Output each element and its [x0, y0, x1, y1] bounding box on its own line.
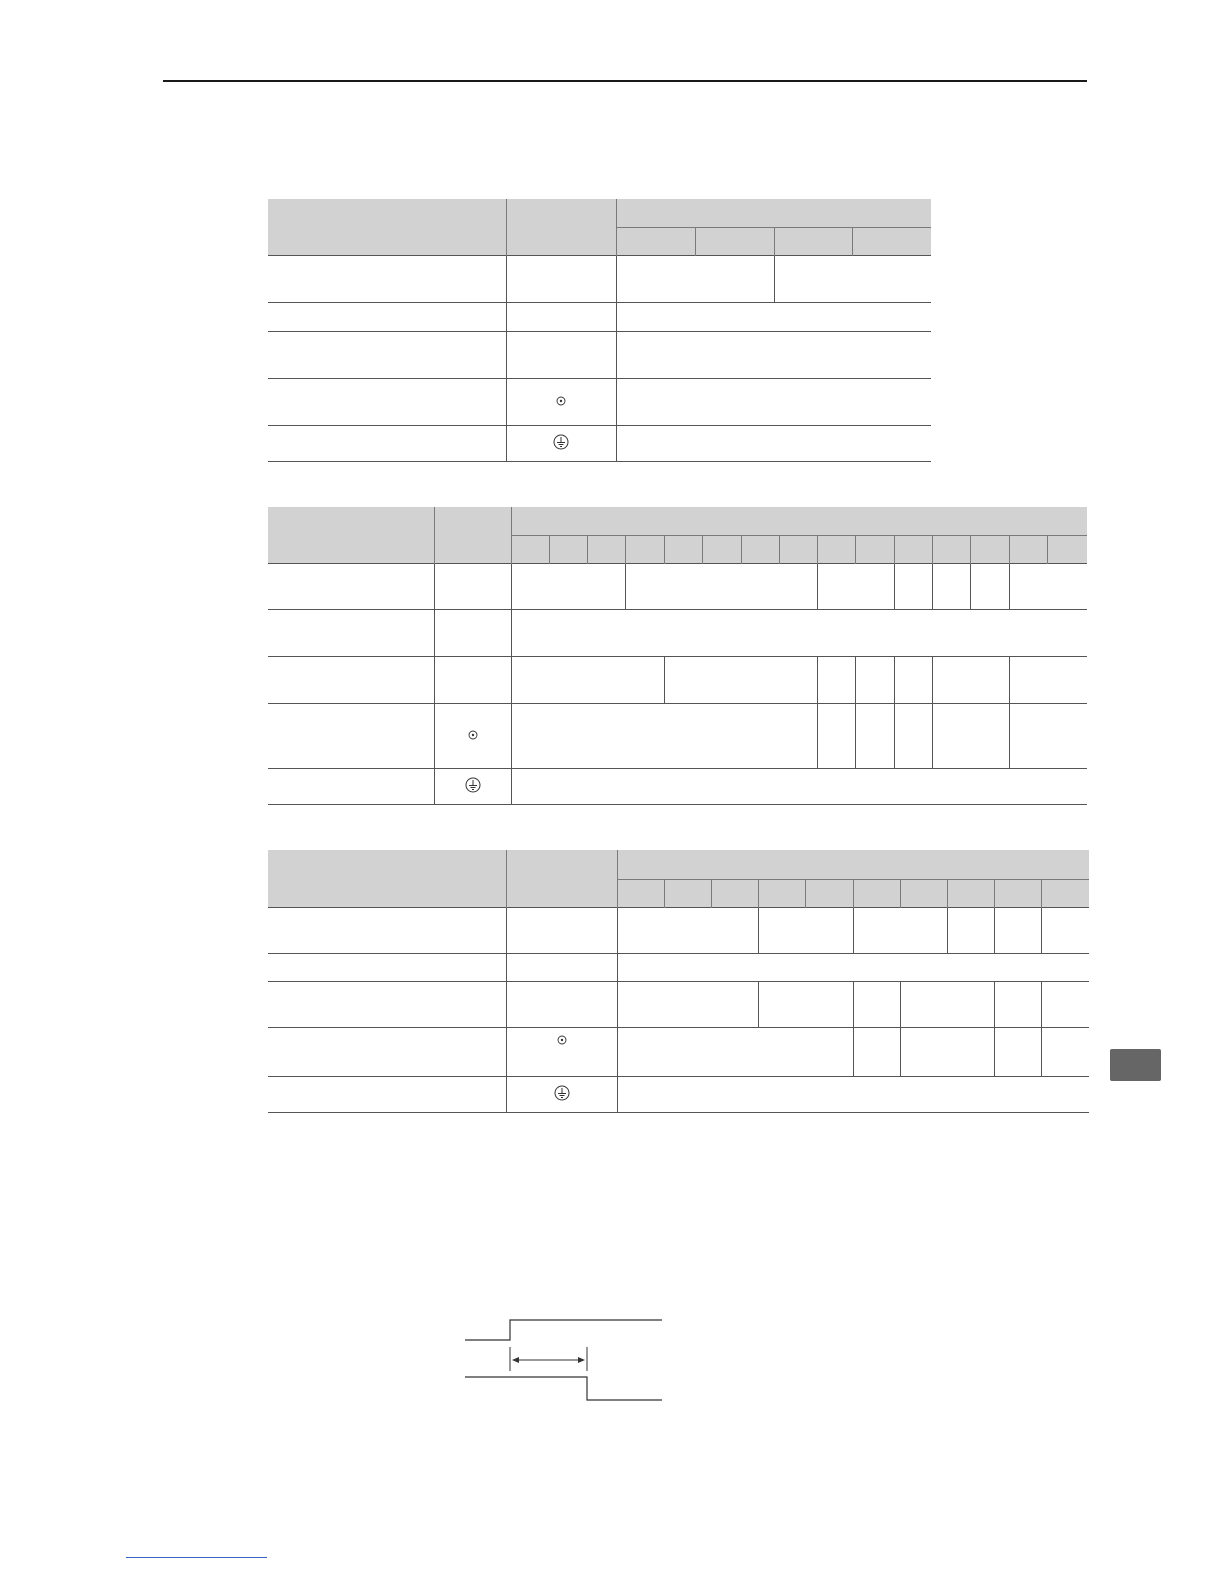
cell — [617, 907, 758, 953]
header-model-col — [900, 879, 947, 907]
header-model-col — [616, 227, 695, 255]
header-model-col — [712, 879, 759, 907]
row-symbol — [434, 609, 511, 656]
header-model-group — [616, 199, 931, 227]
row-label — [268, 656, 434, 703]
row-symbol — [507, 907, 617, 953]
row-label — [268, 1027, 507, 1076]
cell — [900, 981, 994, 1027]
header-model-col — [549, 535, 587, 563]
header-symbol — [507, 850, 617, 907]
cell — [616, 425, 931, 461]
header-model-group — [617, 850, 1089, 879]
row-symbol — [434, 563, 511, 609]
cell — [818, 703, 856, 768]
cell — [617, 981, 758, 1027]
cell — [1010, 656, 1087, 703]
row-label — [268, 255, 506, 302]
cell — [1042, 1027, 1089, 1076]
row-label — [268, 302, 506, 331]
header-model-col — [1048, 535, 1087, 563]
cell — [616, 331, 931, 378]
header-model-col — [702, 535, 741, 563]
terminal-circle-icon — [557, 1035, 567, 1045]
cell — [511, 768, 1087, 804]
cell — [947, 907, 994, 953]
row-symbol — [507, 1076, 617, 1112]
cell — [664, 656, 817, 703]
header-model-col — [664, 535, 702, 563]
row-symbol — [434, 768, 511, 804]
row-label — [268, 953, 507, 981]
row-symbol — [507, 981, 617, 1027]
cell — [511, 703, 817, 768]
ground-icon — [553, 434, 569, 450]
cell — [856, 703, 895, 768]
header-symbol — [506, 199, 616, 255]
header-symbol — [434, 507, 511, 563]
header-model-col — [774, 227, 852, 255]
cell — [1042, 907, 1089, 953]
arrowhead-left-icon — [512, 1357, 519, 1363]
cell — [616, 255, 774, 302]
cell — [995, 907, 1042, 953]
arrowhead-right-icon — [578, 1357, 585, 1363]
row-symbol — [506, 331, 616, 378]
terminal-circle-icon — [556, 396, 566, 406]
cell — [511, 609, 1087, 656]
cell — [895, 703, 933, 768]
row-label — [268, 1076, 507, 1112]
cell — [900, 1027, 994, 1076]
footer-link-underline — [126, 1557, 267, 1558]
cell — [759, 907, 853, 953]
header-model-col — [1010, 535, 1048, 563]
row-symbol — [506, 255, 616, 302]
cell — [511, 656, 664, 703]
header-item — [268, 507, 434, 563]
cell — [995, 1027, 1042, 1076]
cell — [933, 703, 1010, 768]
row-symbol — [434, 656, 511, 703]
header-model-col — [856, 535, 895, 563]
cell — [853, 981, 900, 1027]
header-model-col — [695, 227, 774, 255]
ground-icon — [554, 1085, 570, 1101]
cell — [933, 656, 1010, 703]
cell — [617, 953, 1089, 981]
header-model-col — [664, 879, 711, 907]
cell — [933, 563, 971, 609]
cell — [616, 302, 931, 331]
cell — [818, 563, 895, 609]
header-rule — [163, 80, 1087, 82]
header-item — [268, 199, 506, 255]
row-label — [268, 331, 506, 378]
row-symbol — [506, 302, 616, 331]
header-model-col — [933, 535, 971, 563]
header-model-col — [587, 535, 625, 563]
cell — [895, 563, 933, 609]
header-model-col — [759, 879, 806, 907]
header-model-col — [895, 535, 933, 563]
row-symbol — [507, 953, 617, 981]
row-label — [268, 609, 434, 656]
header-model-group — [511, 507, 1087, 535]
cell — [853, 907, 947, 953]
row-label — [268, 768, 434, 804]
header-model-col — [971, 535, 1010, 563]
cell — [895, 656, 933, 703]
row-label — [268, 378, 506, 425]
cell — [759, 981, 853, 1027]
header-model-col — [625, 535, 664, 563]
header-model-col — [806, 879, 853, 907]
header-model-col — [995, 879, 1042, 907]
cell — [853, 1027, 900, 1076]
header-model-col — [853, 879, 900, 907]
cell — [1010, 563, 1087, 609]
cell — [971, 563, 1010, 609]
cell — [625, 563, 817, 609]
section-tab-marker — [1110, 1049, 1161, 1081]
header-model-col — [617, 879, 664, 907]
header-model-col — [511, 535, 549, 563]
signal-upper-waveform — [465, 1320, 662, 1340]
signal-lower-waveform — [465, 1377, 662, 1400]
header-model-col — [947, 879, 994, 907]
cell — [1042, 981, 1089, 1027]
row-symbol — [507, 1027, 617, 1076]
row-symbol — [506, 425, 616, 461]
row-label — [268, 703, 434, 768]
cell — [511, 563, 625, 609]
cell — [774, 255, 931, 302]
row-symbol — [434, 703, 511, 768]
spec-table-2 — [268, 507, 1087, 805]
terminal-circle-icon — [468, 730, 478, 740]
cell — [616, 378, 931, 425]
cell — [617, 1076, 1089, 1112]
cell — [856, 656, 895, 703]
header-model-col — [741, 535, 779, 563]
cell — [617, 1027, 853, 1076]
row-label — [268, 907, 507, 953]
header-model-col — [818, 535, 856, 563]
row-label — [268, 563, 434, 609]
cell — [818, 656, 856, 703]
row-label — [268, 425, 506, 461]
header-model-col — [1042, 879, 1089, 907]
header-item — [268, 850, 507, 907]
row-symbol — [506, 378, 616, 425]
row-label — [268, 981, 507, 1027]
spec-table-3 — [268, 850, 1089, 1113]
header-model-col — [852, 227, 931, 255]
spec-table-1 — [268, 199, 931, 462]
header-model-col — [779, 535, 817, 563]
timing-diagram — [462, 1315, 668, 1407]
cell — [1010, 703, 1087, 768]
cell — [995, 981, 1042, 1027]
ground-icon — [465, 777, 481, 793]
